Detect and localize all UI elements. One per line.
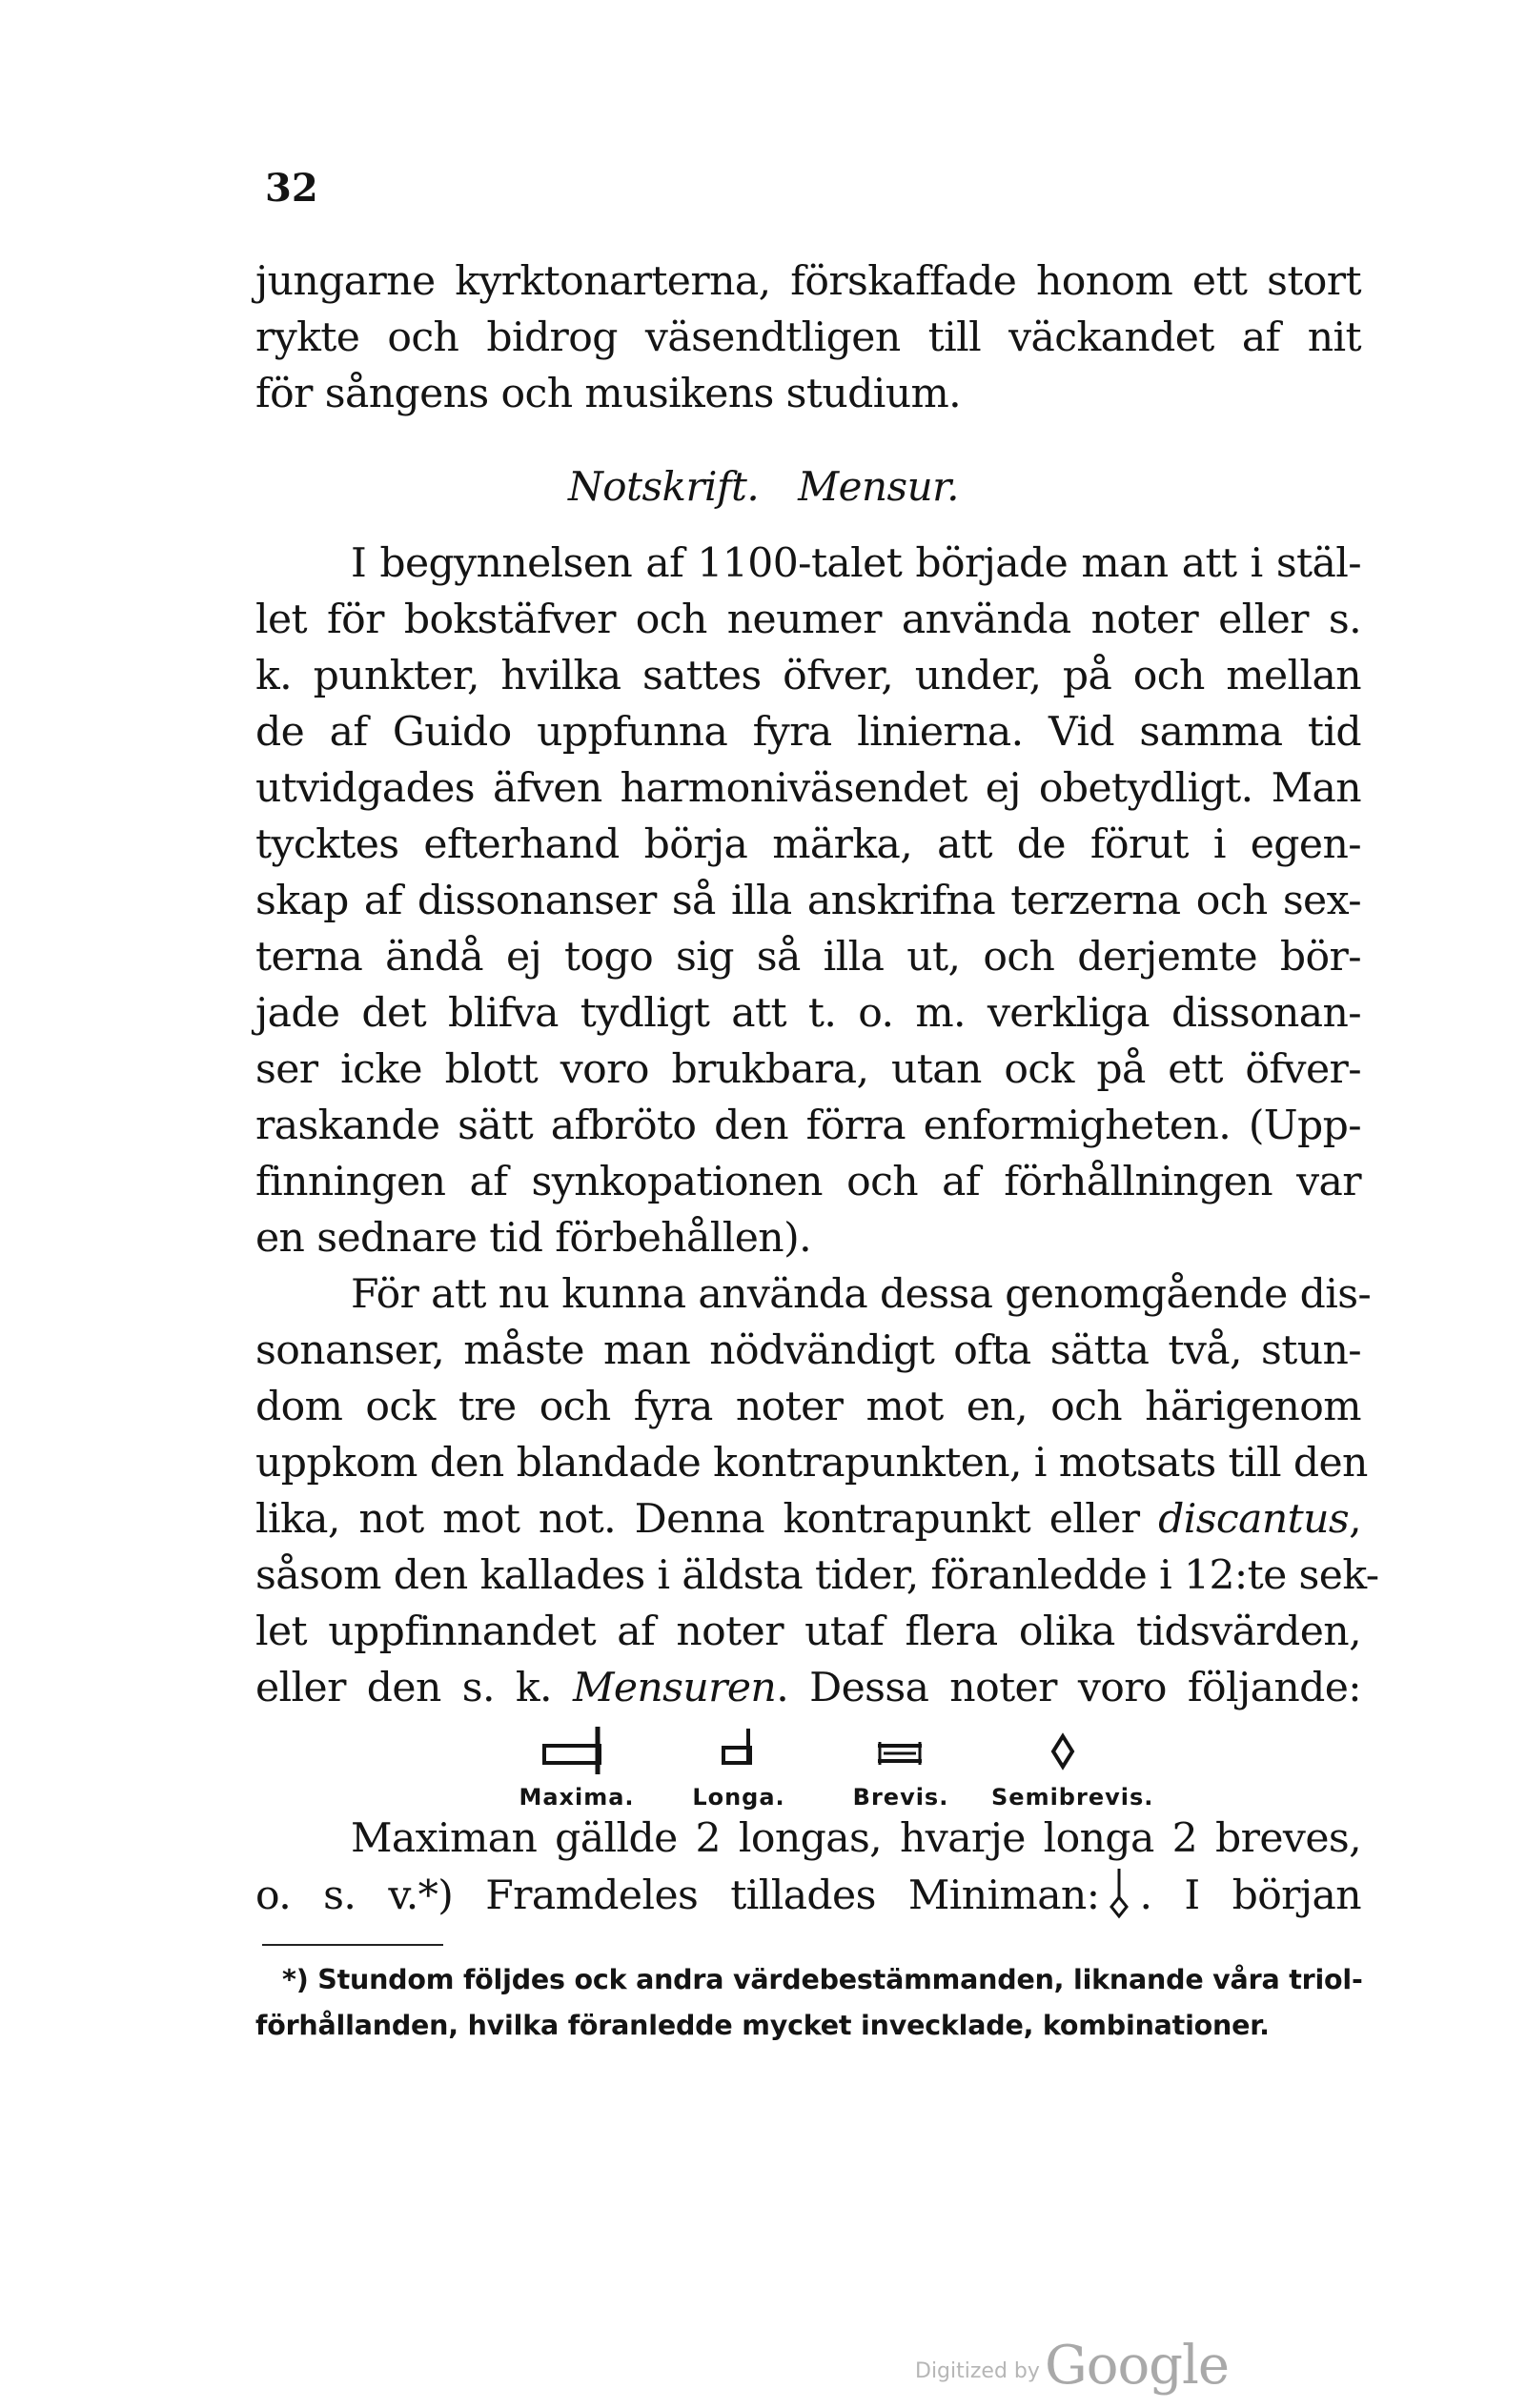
note-maxima — [505, 1725, 648, 1811]
note-label: Semibrevis. — [991, 1784, 1154, 1811]
text-line: raskande sätt afbröto den förra enformigheten. (Upp- — [255, 1103, 1361, 1149]
text-line: let för bokstäfver och neumer använda noter eller s. — [255, 597, 1361, 643]
text-line: rykte och bidrog väsendtligen till väckandet af nit — [255, 314, 1361, 361]
google-logo: Google — [1045, 2335, 1230, 2397]
longa-note-icon — [701, 1725, 777, 1778]
text-line: terna ändå ej togo sig så illa ut, och derjemte bör- — [255, 934, 1361, 981]
term-mensuren: Mensuren — [572, 1665, 777, 1711]
text-line: för sångens och musikens studium. — [255, 371, 962, 417]
text-line: Maximan gällde 2 longas, hvarje longa 2 breves, — [351, 1815, 1361, 1862]
text-line: ser icke blott voro brukbara, utan ock på ett öfver- — [255, 1046, 1361, 1093]
text-line — [255, 1660, 1361, 1716]
page-number: 32 — [265, 166, 318, 211]
note-label: Maxima. — [519, 1784, 635, 1811]
text-line: såsom den kallades i äldsta tider, föranledde i 12:te sek- — [255, 1552, 1379, 1599]
footnote-line: *) Stundom följdes ock andra värdebestämmanden, liknande våra triol- — [282, 1964, 1363, 1995]
text-line: skap af dissonanser så illa anskrifna terzerna och sex- — [255, 878, 1361, 924]
text-run: eller den s. k. — [255, 1665, 573, 1711]
paragraph-maximan — [255, 1811, 1361, 1923]
digitized-by-google-watermark — [915, 2335, 1229, 2397]
semibrevis-note-icon — [1025, 1725, 1101, 1778]
text-line — [255, 1491, 1361, 1548]
minima-note-icon — [1107, 1867, 1131, 1920]
brevis-note-icon — [863, 1725, 939, 1778]
heading-notskrift: Notskrift. — [568, 463, 760, 510]
text-run: . I början — [1139, 1872, 1361, 1919]
text-line: utvidgades äfven harmoniväsendet ej obetydligt. Man — [255, 765, 1361, 812]
text-line: en sednare tid förbehållen). — [255, 1215, 811, 1262]
text-run: o. s. v.*) Framdeles tillades Miniman: — [255, 1872, 1100, 1919]
note-longa — [667, 1725, 810, 1811]
note-semibrevis — [991, 1725, 1154, 1811]
text-line: tycktes efterhand börja märka, att de förut i egen- — [255, 821, 1361, 868]
paragraph-kontrapunkt — [255, 1266, 1379, 1716]
text-line: För att nu kunna använda dessa genomgående dis- — [351, 1271, 1372, 1318]
text-run: , — [1349, 1496, 1361, 1543]
term-discantus: discantus — [1158, 1496, 1350, 1543]
note-brevis — [829, 1725, 972, 1811]
heading-mensur: Mensur. — [798, 463, 959, 510]
watermark-prefix: Digitized by — [915, 2359, 1040, 2383]
paragraph-continued — [255, 253, 1361, 422]
text-line: I begynnelsen af 1100-talet började man att i stäl- — [351, 540, 1361, 587]
text-line: sonanser, måste man nödvändigt ofta sätta två, stun- — [255, 1327, 1361, 1374]
note-label: Longa. — [692, 1784, 785, 1811]
note-label: Brevis. — [852, 1784, 949, 1811]
maxima-note-icon — [539, 1725, 615, 1778]
footnote — [255, 1957, 1361, 2049]
text-run: . Dessa noter voro följande: — [776, 1665, 1361, 1711]
text-line: jungarne kyrktonarterna, förskaffade honom ett stort — [255, 258, 1361, 305]
text-run: lika, not mot not. Denna kontrapunkt eller — [255, 1496, 1159, 1543]
text-line: de af Guido uppfunna fyra linierna. Vid samma tid — [255, 709, 1361, 756]
text-line: let uppfinnandet af noter utaf flera olika tidsvärden, — [255, 1609, 1361, 1655]
footnote-divider — [262, 1944, 443, 1946]
text-line: finningen af synkopationen och af förhållningen var — [255, 1159, 1361, 1205]
footnote-line: förhållanden, hvilka föranledde mycket invecklade, kombinationer. — [255, 2010, 1270, 2041]
text-line — [255, 1867, 1361, 1923]
paragraph-notskrift — [255, 536, 1361, 1266]
text-line: uppkom den blandade kontrapunkten, i motsats till den — [255, 1440, 1368, 1487]
text-line: k. punkter, hvilka sattes öfver, under, på och mellan — [255, 653, 1361, 699]
section-heading — [0, 463, 1527, 510]
text-line: jade det blifva tydligt att t. o. m. verkliga dissonan- — [255, 990, 1361, 1037]
text-line: dom ock tre och fyra noter mot en, och härigenom — [255, 1384, 1361, 1430]
